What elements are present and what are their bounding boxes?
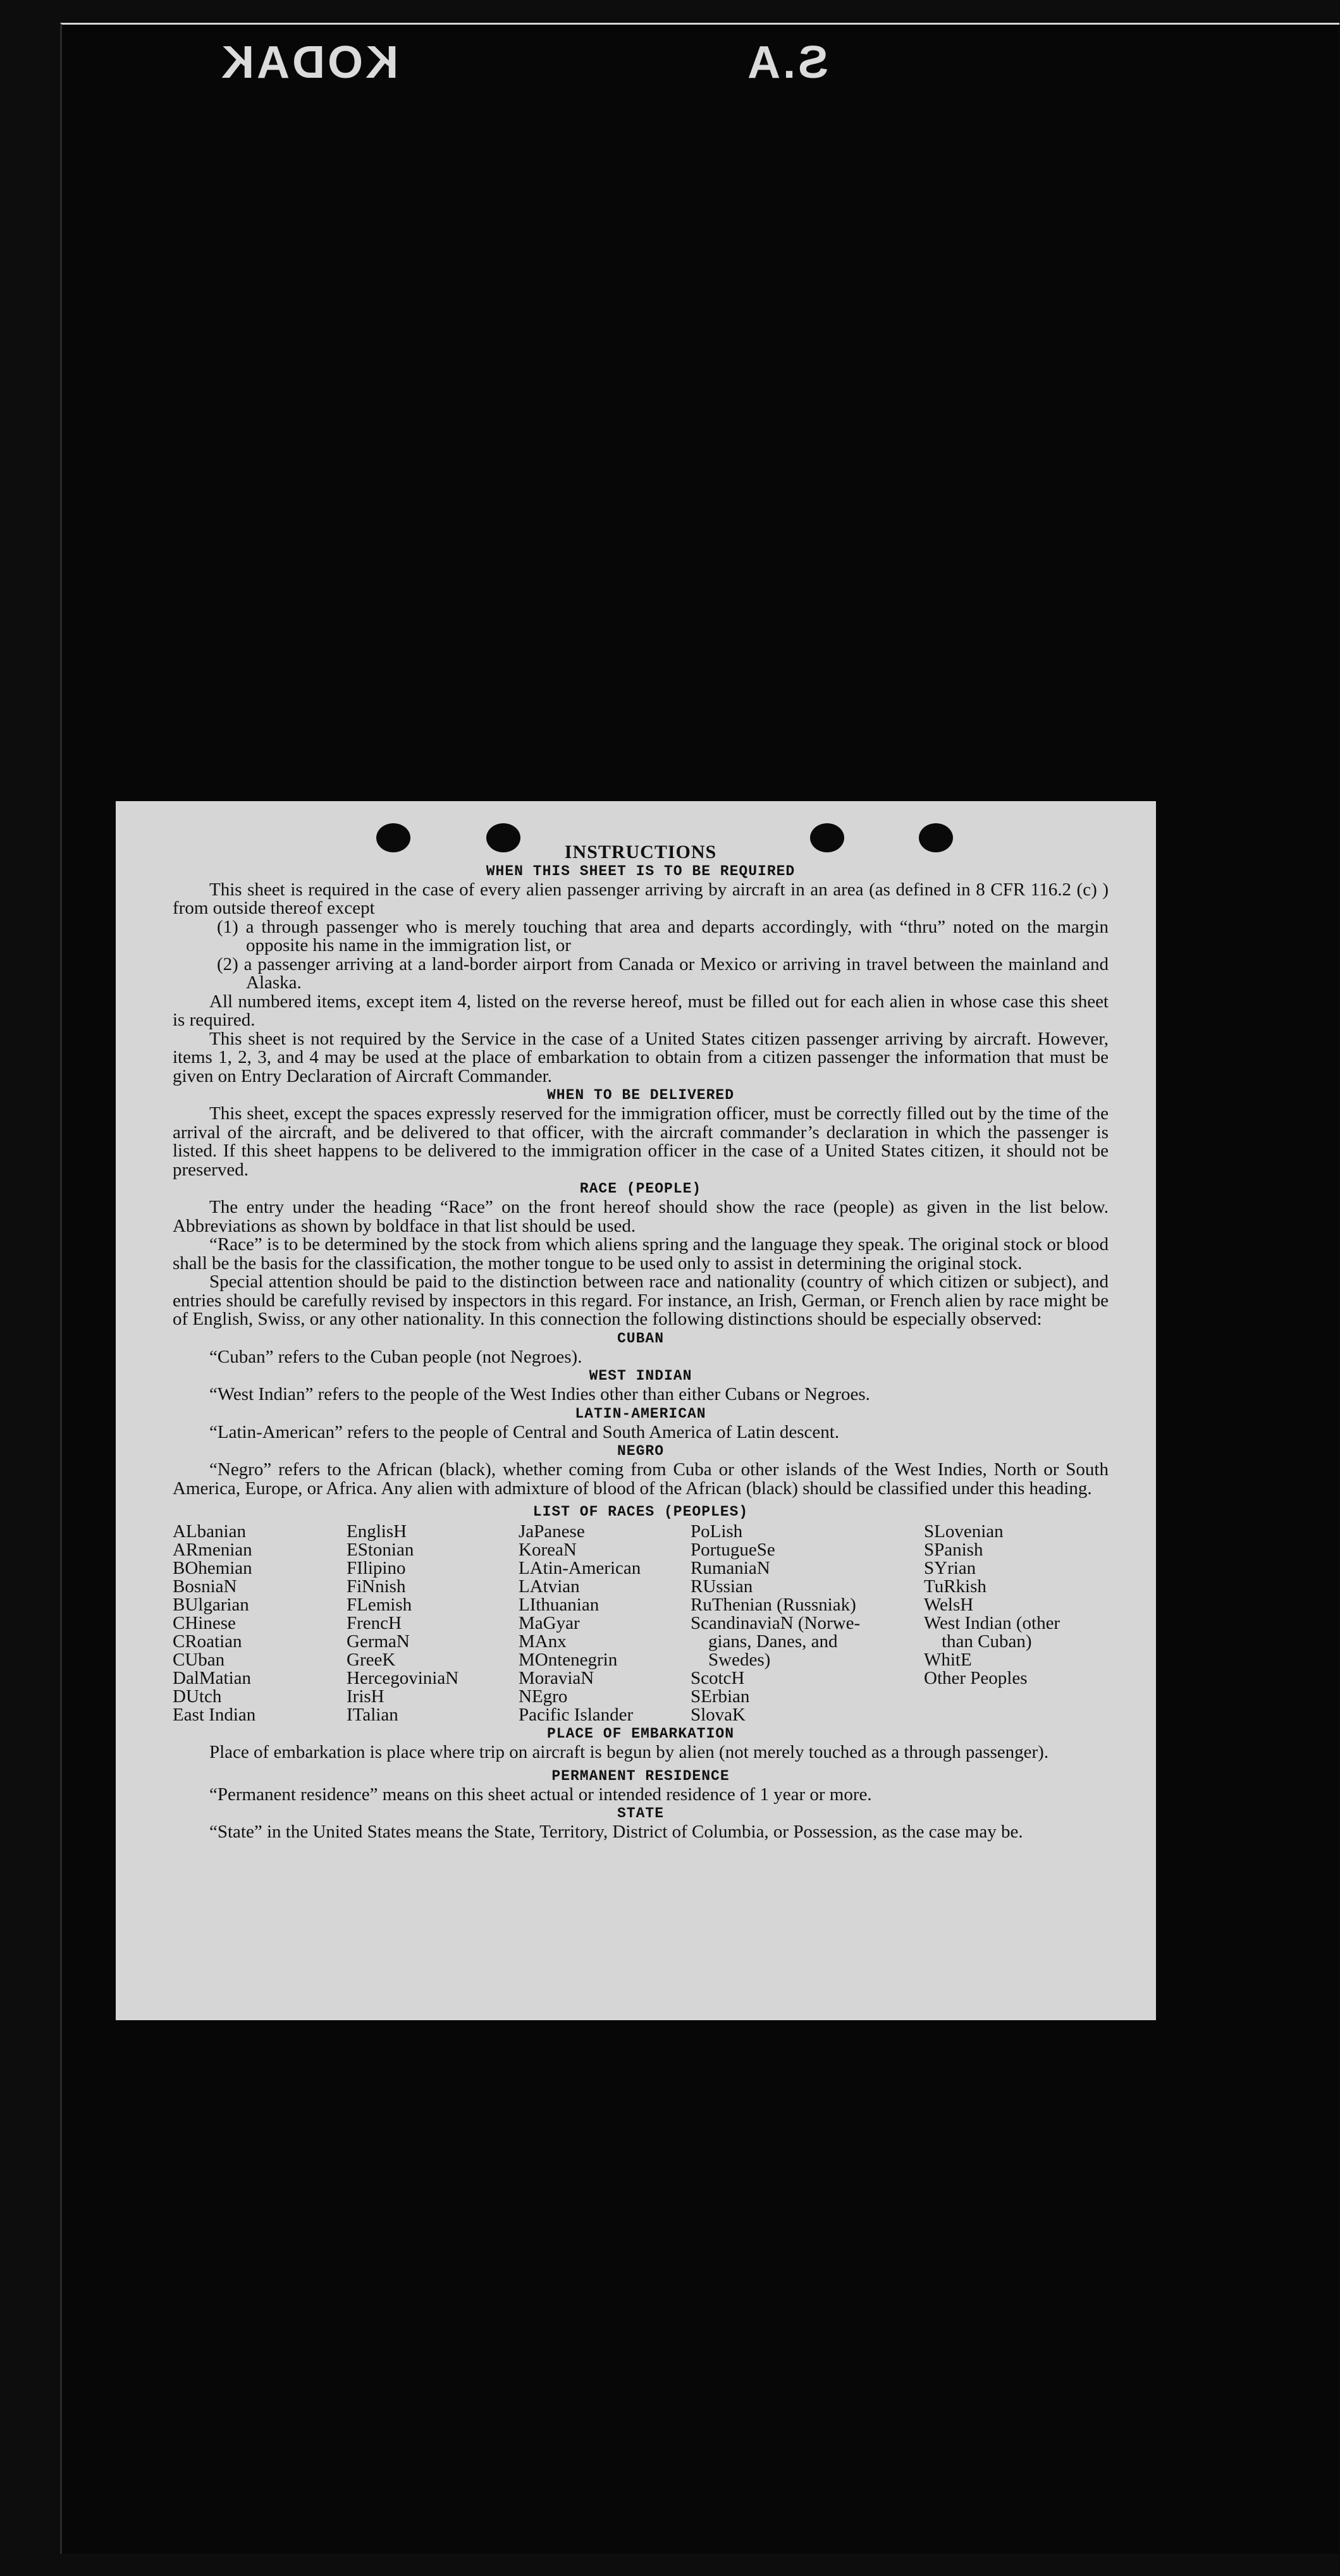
list-item: LAtin-American [519, 1558, 641, 1578]
section-heading: RACE (PEOPLE) [579, 1181, 702, 1197]
section-heading: WHEN TO BE DELIVERED [546, 1087, 735, 1103]
paragraph: Place of embarkation is place where trip on aircraft is begun by alien (not merely touched as a through passenger). [209, 1742, 1049, 1762]
paragraph: “Latin-American” refers to the people of Central and South America of Latin descent. [209, 1421, 840, 1442]
section-heading: STATE [617, 1805, 664, 1822]
section-heading: PLACE OF EMBARKATION [546, 1726, 735, 1742]
list-item: ScotcH [691, 1668, 745, 1688]
section-heading: PERMANENT RESIDENCE [551, 1767, 730, 1784]
list-item: SYrian [924, 1558, 976, 1578]
list-item: MaGyar [519, 1613, 580, 1633]
list-item: MOntenegrin [519, 1650, 618, 1670]
list-item: FiNnish [347, 1576, 406, 1597]
list-item: FLemish [347, 1595, 412, 1615]
list-item: IrisH [347, 1686, 384, 1707]
list-item: (1) a through passenger who is merely touching that area and departs accordingly, with “thru” noted on the margin opposite his name in the immigration list, or [217, 916, 1109, 955]
section-heading: LATIN-AMERICAN [575, 1405, 706, 1422]
paragraph: “Negro” refers to the African (black), whether coming from Cuba or other islands of the West Indies, North or South America, Europe, or Africa. Any alien with admixture of blood of the African (black) should be classified under this heading. [173, 1459, 1109, 1499]
list-item: than Cuban) [942, 1631, 1032, 1652]
paragraph: “Race” is to be determined by the stock from which aliens spring and the language they speak. The original stock or blood shall be the basis for the classification, the mother tongue to be used only to assist in determining the original stock. [173, 1234, 1109, 1273]
list-item: FrencH [347, 1613, 402, 1633]
races-column [173, 1523, 347, 1724]
list-item: West Indian (other [924, 1613, 1060, 1633]
list-item: MAnx [519, 1631, 567, 1652]
paragraph: This sheet, except the spaces expressly reserved for the immigration officer, must be correctly filled out by the time of the arrival of the aircraft, and be delivered to that officer, with the aircraft commander’s declaration in which the passenger is listed. If this sheet happens to be delivered to the immigration officer in the case of a United States citizen, it should not be preserved. [173, 1103, 1109, 1180]
paragraph: Special attention should be paid to the distinction between race and nationality (country of which citizen or subject), and entries should be carefully revised by inspectors in this regard. For instance, an Irish, German, or French alien by race might be of English, Swiss, or any other nationality. In this connection the following distinctions should be especially observed: [173, 1272, 1109, 1329]
paragraph: “State” in the United States means the State, Territory, District of Columbia, or Possession, as the case may be. [209, 1822, 1023, 1842]
list-item: GermaN [347, 1631, 410, 1652]
list-item: BosniaN [173, 1576, 237, 1597]
film-edge-marks [57, 37, 854, 87]
list-item: DalMatian [173, 1668, 252, 1688]
list-item: CHinese [173, 1613, 236, 1633]
list-item: SPanish [924, 1540, 983, 1560]
list-item: Pacific Islander [519, 1705, 634, 1725]
paragraph: This sheet is not required by the Service in the case of a United States citizen passenger arriving by aircraft. However, items 1, 2, 3, and 4 may be used at the place of embarkation to obtain from a citizen passenger the information that must be given on Entry Declaration of Aircraft Commander. [173, 1028, 1109, 1086]
paragraph: All numbered items, except item 4, listed on the reverse hereof, must be filled out for each alien in whose case this sheet is required. [173, 991, 1109, 1030]
list-item: DUtch [173, 1686, 222, 1707]
list-item: ARmenian [173, 1540, 252, 1560]
list-item: CUban [173, 1650, 225, 1670]
paragraph: “West Indian” refers to the people of the West Indies other than either Cubans or Negroes. [209, 1384, 870, 1404]
list-item: CRoatian [173, 1631, 242, 1652]
races-column [347, 1523, 519, 1724]
list-item: SErbian [691, 1686, 750, 1707]
races-column [519, 1523, 691, 1724]
paragraph: The entry under the heading “Race” on the front hereof should show the race (people) as given in the list below. Abbreviations as shown by boldface in that list should be used. [173, 1197, 1109, 1236]
list-item: PoLish [691, 1521, 743, 1542]
list-item: KoreaN [519, 1540, 577, 1560]
list-item: FIlipino [347, 1558, 406, 1578]
races-list [173, 1523, 1109, 1724]
list-item: GreeK [347, 1650, 396, 1670]
list-item: (2) a passenger arriving at a land-border airport from Canada or Mexico or arriving in travel between the mainland and Alaska. [217, 954, 1109, 993]
list-item: ALbanian [173, 1521, 246, 1542]
sheet-content [173, 843, 1109, 1842]
section-heading: NEGRO [617, 1443, 664, 1459]
list-item: East Indian [173, 1705, 256, 1725]
list-item: Other Peoples [924, 1668, 1028, 1688]
races-column [691, 1523, 924, 1724]
list-item: WelsH [924, 1595, 974, 1615]
list-item: BUlgarian [173, 1595, 249, 1615]
list-item: SLovenian [924, 1521, 1004, 1542]
section-heading: CUBAN [617, 1330, 664, 1347]
list-item: WhitE [924, 1650, 972, 1670]
section-heading: LIST OF RACES (PEOPLES) [532, 1504, 749, 1520]
list-item: EnglisH [347, 1521, 407, 1542]
instruction-sheet [116, 801, 1156, 2020]
list-item: NEgro [519, 1686, 568, 1707]
list-item: gians, Danes, and [708, 1631, 838, 1652]
list-item: SlovaK [691, 1705, 746, 1725]
paragraph: This sheet is required in the case of every alien passenger arriving by aircraft in an area (as defined in 8 CFR 116.2 (c) ) from outside thereof except [173, 879, 1109, 918]
paragraph: “Cuban” refers to the Cuban people (not Negroes). [209, 1346, 582, 1367]
film-mark-kodak: KODAK [219, 37, 398, 88]
races-column [924, 1523, 1114, 1724]
list-item: LIthuanian [519, 1595, 599, 1615]
list-item: HercegoviniaN [347, 1668, 459, 1688]
paragraph: “Permanent residence” means on this sheet actual or intended residence of 1 year or more. [209, 1784, 872, 1805]
list-item: MoraviaN [519, 1668, 594, 1688]
list-item: LAtvian [519, 1576, 580, 1597]
list-item: EStonian [347, 1540, 414, 1560]
list-item: ITalian [347, 1705, 398, 1725]
film-mark-sa: S.A [744, 37, 828, 88]
list-item: RUssian [691, 1576, 753, 1597]
list-item: PortugueSe [691, 1540, 775, 1560]
list-item: RumaniaN [691, 1558, 770, 1578]
list-item: Swedes) [708, 1650, 771, 1670]
list-item: JaPanese [519, 1521, 585, 1542]
section-heading: WHEN THIS SHEET IS TO BE REQUIRED [486, 862, 796, 880]
list-item: BOhemian [173, 1558, 252, 1578]
section-heading: WEST INDIAN [589, 1368, 692, 1384]
page-title: INSTRUCTIONS [564, 842, 717, 862]
list-item: ScandinaviaN (Norwe- [691, 1613, 861, 1633]
list-item: TuRkish [924, 1576, 987, 1597]
list-item: RuThenian (Russniak) [691, 1595, 856, 1615]
